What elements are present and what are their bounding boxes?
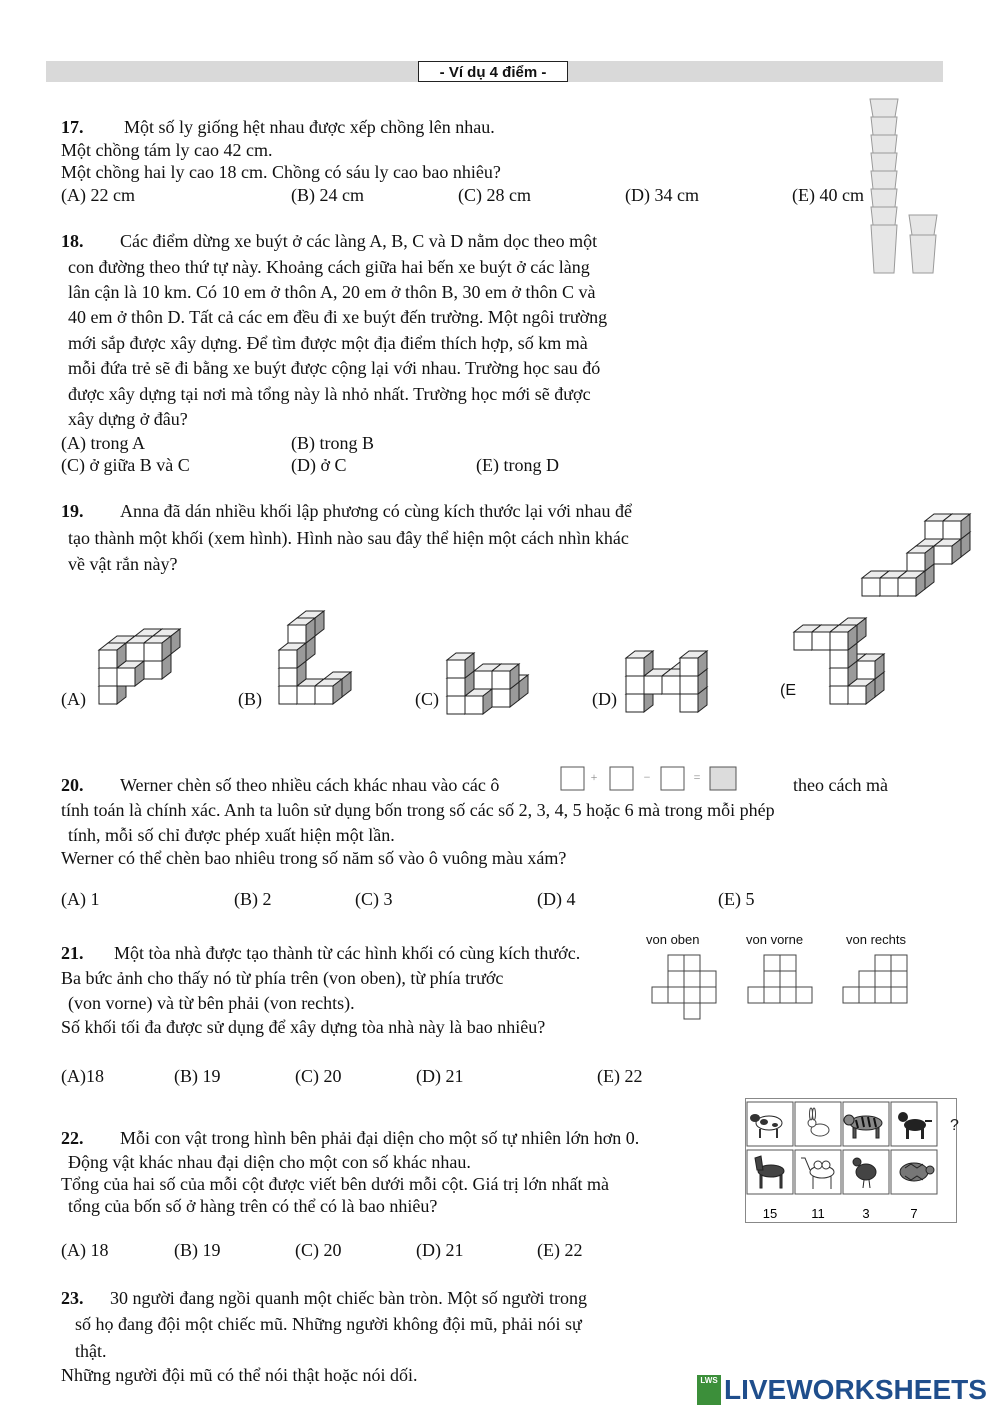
q23-line-2: số họ đang đội một chiếc mũ. Những người không đội mũ, phải nói sự xyxy=(75,1314,582,1334)
q20-line-3: tính, mỗi số chỉ được phép xuất hiện một lần. xyxy=(68,825,395,845)
q20-option-b[interactable]: (B) 2 xyxy=(234,889,272,909)
q21-option-c[interactable]: (C) 20 xyxy=(295,1066,342,1086)
q19-option-d[interactable]: (D) xyxy=(592,689,617,709)
rabbit-icon xyxy=(808,1108,829,1136)
q20-text xyxy=(61,775,499,796)
q18-option-c[interactable]: (C) ở giữa B và C xyxy=(61,455,190,475)
q17-option-e[interactable]: (E) 40 cm xyxy=(792,185,864,205)
q18-line-7: được xây dựng tại nơi mà tổng này là nhỏ nhất. Trường học mới sẽ được xyxy=(68,384,591,404)
q22-option-c[interactable]: (C) 20 xyxy=(295,1240,342,1260)
q21-option-d[interactable]: (D) 21 xyxy=(416,1066,464,1086)
q18-text xyxy=(61,231,597,252)
q22-text xyxy=(61,1128,639,1149)
q18-line-6: mỗi đứa trẻ sẽ đi bằng xe buýt được cộng lại với nhau. Trường học sau đó xyxy=(68,358,601,378)
q23-line-3: thật. xyxy=(75,1341,107,1361)
cube xyxy=(680,651,707,676)
q23-number: 23. xyxy=(61,1288,84,1308)
q20-line-4: Werner có thể chèn bao nhiêu trong số năm số vào ô vuông màu xám? xyxy=(61,848,567,868)
cow-icon xyxy=(750,1114,782,1138)
q18-option-a[interactable]: (A) trong A xyxy=(61,433,145,453)
q19-line-2: tạo thành một khối (xem hình). Hình nào sau đây thể hiện một cách nhìn khác xyxy=(68,528,629,548)
cube xyxy=(492,664,519,689)
q17-number: 17. xyxy=(61,117,84,137)
view-label-top: von oben xyxy=(646,932,700,947)
q21-line-1: Một tòa nhà được tạo thành từ các hình khối có cùng kích thước. xyxy=(114,943,581,963)
q21-line-3: (von vorne) và từ bên phải (von rechts). xyxy=(68,993,355,1013)
q18-option-b[interactable]: (B) trong B xyxy=(291,433,374,453)
q22-option-d[interactable]: (D) 21 xyxy=(416,1240,464,1260)
dog-icon xyxy=(898,1112,932,1139)
cube xyxy=(144,636,171,661)
q19-figure-a xyxy=(95,598,195,708)
tiger-icon xyxy=(844,1115,882,1138)
q19-figure-e xyxy=(790,598,890,708)
q17-option-c[interactable]: (C) 28 cm xyxy=(458,185,531,205)
short-cup-stack xyxy=(909,215,937,273)
q22-option-a[interactable]: (A) 18 xyxy=(61,1240,109,1260)
cube xyxy=(99,643,126,668)
q19-line-1: Anna đã dán nhiều khối lập phương có cùng kích thước lại với nhau để xyxy=(120,501,632,521)
camel-icon xyxy=(801,1158,834,1189)
tall-cup-stack xyxy=(870,99,898,273)
q17-option-d[interactable]: (D) 34 cm xyxy=(625,185,699,205)
animal-table xyxy=(745,1098,957,1223)
cube xyxy=(907,546,934,571)
column-sum-2: 11 xyxy=(811,1206,825,1221)
q20-line-1-end: theo cách mà xyxy=(793,775,888,795)
q21-option-e[interactable]: (E) 22 xyxy=(597,1066,643,1086)
lws-badge-icon: LWS xyxy=(697,1375,721,1405)
q17-line-1: Một số ly giống hệt nhau được xếp chồng lên nhau. xyxy=(124,117,495,137)
q22-line-4: tổng của bốn số ở hàng trên có thể có là bao nhiêu? xyxy=(68,1196,438,1216)
cube xyxy=(279,643,306,668)
section-title: - Ví dụ 4 điểm - xyxy=(418,61,568,82)
gray-result-box xyxy=(710,767,736,790)
q23-line-4: Những người đội mũ có thể nói thật hoặc nói dối. xyxy=(61,1365,418,1385)
q19-figure-b xyxy=(265,598,365,708)
plus-sign: + xyxy=(590,770,598,784)
cube xyxy=(857,654,884,679)
reference-solid-figure xyxy=(858,492,978,602)
q22-line-2: Động vật khác nhau đại diện cho một con số khác nhau. xyxy=(68,1152,471,1172)
q21-line-4: Số khối tối đa được sử dụng để xây dựng tòa nhà này là bao nhiêu? xyxy=(61,1017,546,1037)
view-right-grid xyxy=(843,954,913,1006)
q18-number: 18. xyxy=(61,231,84,251)
q22-option-e[interactable]: (E) 22 xyxy=(537,1240,583,1260)
q18-option-e[interactable]: (E) trong D xyxy=(476,455,559,475)
q18-option-d[interactable]: (D) ở C xyxy=(291,455,347,475)
q18-line-4: 40 em ở thôn D. Tất cả các em đều đi xe buýt đến trường. Một ngôi trường xyxy=(68,307,608,327)
equation-box-1 xyxy=(561,767,584,790)
cube xyxy=(626,651,653,676)
q22-line-3: Tổng của hai số của mỗi cột được viết bên dưới mỗi cột. Giá trị lớn nhất mà xyxy=(61,1174,609,1194)
q19-option-e[interactable]: (E xyxy=(780,682,796,699)
q20-number: 20. xyxy=(61,775,84,795)
q19-number: 19. xyxy=(61,501,84,521)
minus-sign: − xyxy=(643,770,651,784)
q21-line-2: Ba bức ảnh cho thấy nó từ phía trên (von oben), từ phía trước xyxy=(61,968,504,988)
question-mark: ? xyxy=(950,1117,959,1134)
q19-option-b[interactable]: (B) xyxy=(238,689,262,709)
q17-option-a[interactable]: (A) 22 cm xyxy=(61,185,135,205)
q20-equation-boxes xyxy=(560,765,740,795)
view-top-grid xyxy=(652,954,722,1022)
column-sum-1: 15 xyxy=(762,1206,778,1221)
q18-line-1: Các điểm dừng xe buýt ở các làng A, B, C và D nằm dọc theo một xyxy=(120,231,598,251)
q18-line-3: lân cận là 10 km. Có 10 em ở thôn A, 20 em ở thôn B, 30 em ở thôn C và xyxy=(68,282,596,302)
brand-text: LIVEWORKSHEETS xyxy=(724,1374,987,1405)
q20-line-2: tính toán là chính xác. Anh ta luôn sử dụng bốn trong số các số 2, 3, 4, 5 hoặc 6 mà trong mỗi phép xyxy=(61,800,775,820)
q19-text xyxy=(61,501,632,522)
q22-option-b[interactable]: (B) 19 xyxy=(174,1240,221,1260)
q19-figure-c xyxy=(445,606,555,706)
q17-line-3: Một chồng hai ly cao 18 cm. Chồng có sáu ly cao bao nhiêu? xyxy=(61,162,501,182)
equation-box-2 xyxy=(610,767,633,790)
liveworksheets-logo[interactable] xyxy=(697,1373,987,1407)
q23-line-1: 30 người đang ngồi quanh một chiếc bàn tròn. Một số người trong xyxy=(110,1288,587,1308)
q17-line-2: Một chồng tám ly cao 42 cm. xyxy=(61,140,273,160)
q18-line-5: mới sắp được xây dựng. Để tìm được một địa điểm thích hợp, số km mà xyxy=(68,333,588,353)
q19-option-a[interactable]: (A) xyxy=(61,689,86,709)
q17-option-b[interactable]: (B) 24 cm xyxy=(291,185,364,205)
horse-icon xyxy=(755,1156,784,1188)
cube xyxy=(288,618,315,643)
q21-number: 21. xyxy=(61,943,84,963)
chicken-icon xyxy=(853,1158,876,1188)
q21-option-a[interactable]: (A)18 xyxy=(61,1066,104,1086)
cube xyxy=(943,514,970,539)
equals-sign: = xyxy=(693,770,701,784)
q23-text xyxy=(61,1288,587,1309)
q18-line-2: con đường theo thứ tự này. Khoảng cách giữa hai bến xe buýt ở các làng xyxy=(68,257,590,277)
q20-option-c[interactable]: (C) 3 xyxy=(355,889,393,909)
column-sum-4: 7 xyxy=(910,1206,918,1221)
q21-text xyxy=(61,943,580,964)
turtle-icon xyxy=(900,1163,934,1181)
cube xyxy=(934,539,961,564)
q22-line-1: Mỗi con vật trong hình bên phải đại diện cho một số tự nhiên lớn hơn 0. xyxy=(120,1128,640,1148)
q20-option-a[interactable]: (A) 1 xyxy=(61,889,100,909)
view-label-right: von rechts xyxy=(846,932,906,947)
cube xyxy=(830,625,857,650)
q22-number: 22. xyxy=(61,1128,84,1148)
q20-option-d[interactable]: (D) 4 xyxy=(537,889,576,909)
q20-option-e[interactable]: (E) 5 xyxy=(718,889,755,909)
q19-option-c[interactable]: (C) xyxy=(415,689,439,709)
cube xyxy=(898,571,925,596)
view-front-grid xyxy=(748,954,818,1006)
q20-line-1: Werner chèn số theo nhiều cách khác nhau vào các ô xyxy=(120,775,500,795)
q19-figure-d xyxy=(622,618,732,708)
q19-line-3: về vật rắn này? xyxy=(68,554,178,574)
cube xyxy=(447,653,474,678)
q17-text xyxy=(61,117,495,138)
cube xyxy=(315,679,342,704)
q18-line-8: xây dựng ở đâu? xyxy=(68,409,188,429)
q21-option-b[interactable]: (B) 19 xyxy=(174,1066,221,1086)
column-sum-3: 3 xyxy=(862,1206,870,1221)
equation-box-3 xyxy=(661,767,684,790)
view-label-front: von vorne xyxy=(746,932,804,947)
cup-stacks-illustration xyxy=(865,97,945,277)
